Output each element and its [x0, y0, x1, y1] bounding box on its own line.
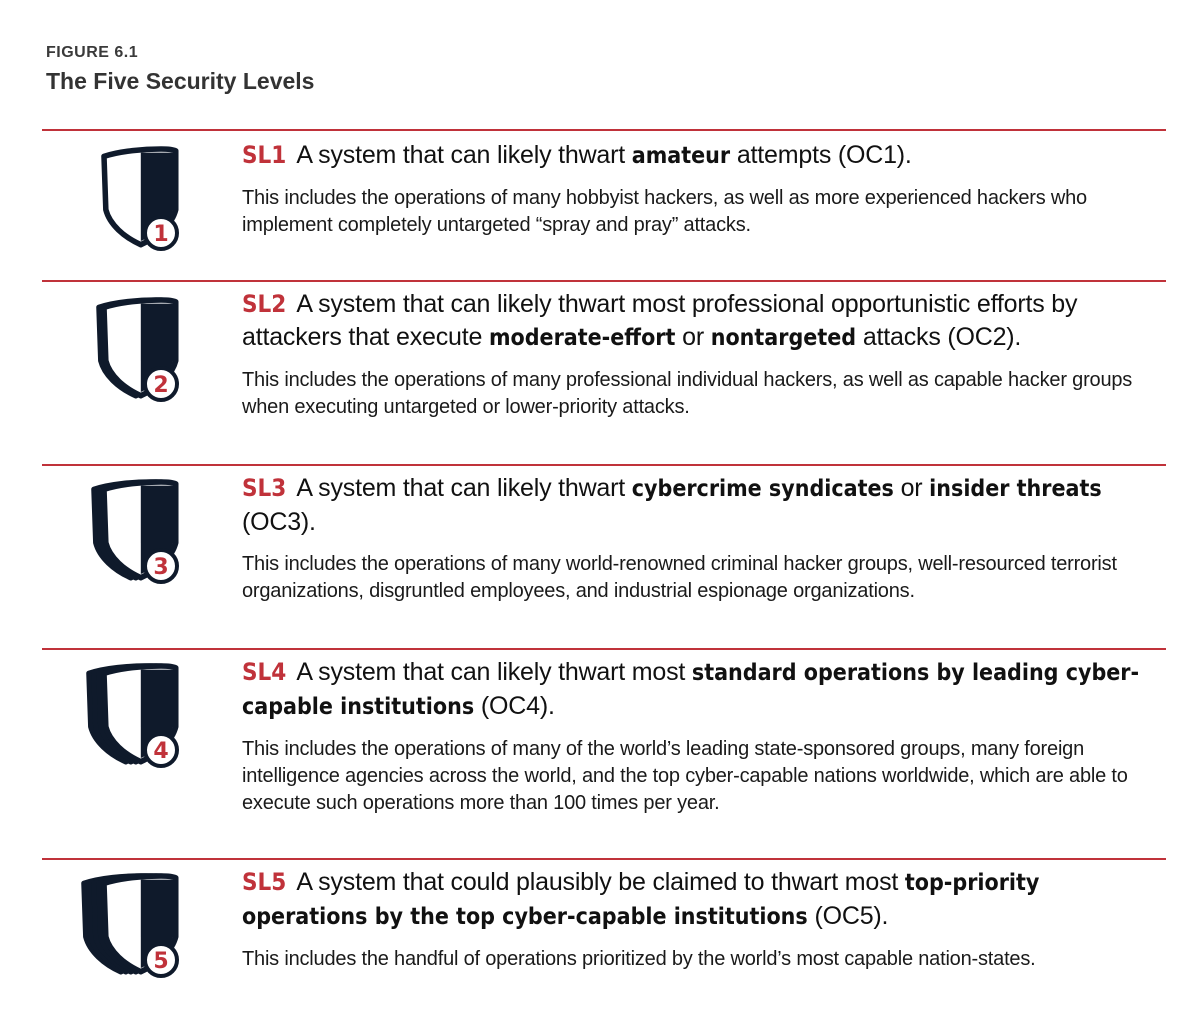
svg-text:4: 4 — [153, 739, 169, 764]
headline-text: (OC4). — [474, 692, 555, 720]
headline-emphasis: nontargeted — [710, 325, 857, 351]
headline-text: A system that can likely thwart — [296, 474, 632, 502]
svg-text:2: 2 — [153, 373, 169, 398]
level-description: This includes the operations of many professional individual hackers, as well as capable hacker groups when executing untargeted or lower-priority attacks. — [242, 369, 1133, 418]
level-text — [242, 656, 1172, 817]
level-headline — [242, 288, 1172, 355]
level-headline — [242, 472, 1172, 539]
level-text — [242, 288, 1172, 421]
level-description: This includes the handful of operations prioritized by the world’s most capable nation-states. — [242, 948, 1036, 970]
svg-text:3: 3 — [153, 555, 169, 580]
level-description: This includes the operations of many world-renowned criminal hacker groups, well-resourced terrorist organizations, disgruntled employees, and industrial espionage organizations. — [242, 553, 1117, 602]
headline-emphasis: amateur — [631, 143, 731, 169]
shield-stack-icon — [64, 294, 214, 404]
headline-text: (OC5). — [807, 902, 889, 930]
svg-text:1: 1 — [153, 222, 169, 247]
level-code: SL2 — [242, 290, 287, 318]
headline-emphasis: moderate-effort — [488, 325, 676, 351]
level-text — [242, 139, 1172, 239]
level-number-badge-icon — [145, 550, 177, 582]
level-number-badge-icon — [145, 734, 177, 766]
headline-text: A system that can likely thwart most — [296, 658, 692, 686]
headline-text: (OC3). — [242, 508, 316, 536]
level-number-badge-icon — [145, 944, 177, 976]
headline-emphasis: cybercrime syndicates — [631, 476, 894, 502]
level-text — [242, 472, 1172, 605]
shield-stack-icon — [64, 660, 214, 770]
level-number-badge-icon — [145, 217, 177, 249]
headline-emphasis: top-priority operations by the top cyber-capable institutions — [242, 870, 1040, 930]
headline-emphasis: insider threats — [929, 476, 1102, 502]
level-code: SL3 — [242, 474, 287, 502]
level-code: SL1 — [242, 141, 287, 169]
headline-text: A system that can likely thwart most professional opportunistic efforts by attackers that execute — [242, 290, 1078, 351]
level-description: This includes the operations of many of the world’s leading state-sponsored groups, many foreign intelligence agencies across the world, and the top cyber-capable nations worldwide, which are able to execute such operations more than 100 times per year. — [242, 738, 1128, 814]
divider — [42, 129, 1166, 131]
divider — [42, 464, 1166, 466]
shield-stack-icon — [64, 476, 214, 586]
divider — [42, 858, 1166, 860]
level-code: SL5 — [242, 868, 287, 896]
headline-text: attacks (OC2). — [856, 323, 1022, 351]
headline-text: A system that can likely thwart — [296, 141, 632, 169]
svg-text:5: 5 — [153, 949, 169, 974]
headline-text: or — [675, 323, 711, 351]
headline-emphasis: standard operations by leading cyber-capable institutions — [242, 660, 1140, 720]
level-headline — [242, 656, 1172, 724]
headline-text: attempts (OC1). — [730, 141, 912, 169]
level-text — [242, 866, 1172, 973]
figure-label: FIGURE 6.1 — [46, 44, 139, 61]
level-description: This includes the operations of many hobbyist hackers, as well as more experienced hackers who implement completely untargeted “spray and pray” attacks. — [242, 187, 1087, 236]
divider — [42, 648, 1166, 650]
shield-stack-icon — [64, 870, 214, 980]
level-code: SL4 — [242, 658, 287, 686]
level-headline — [242, 866, 1172, 934]
headline-text: A system that could plausibly be claimed to thwart most — [296, 868, 905, 896]
headline-text: or — [893, 474, 930, 502]
figure-title: The Five Security Levels — [46, 68, 315, 94]
level-number-badge-icon — [145, 368, 177, 400]
divider — [42, 280, 1166, 282]
shield-stack-icon — [64, 143, 214, 253]
level-headline — [242, 139, 1172, 173]
